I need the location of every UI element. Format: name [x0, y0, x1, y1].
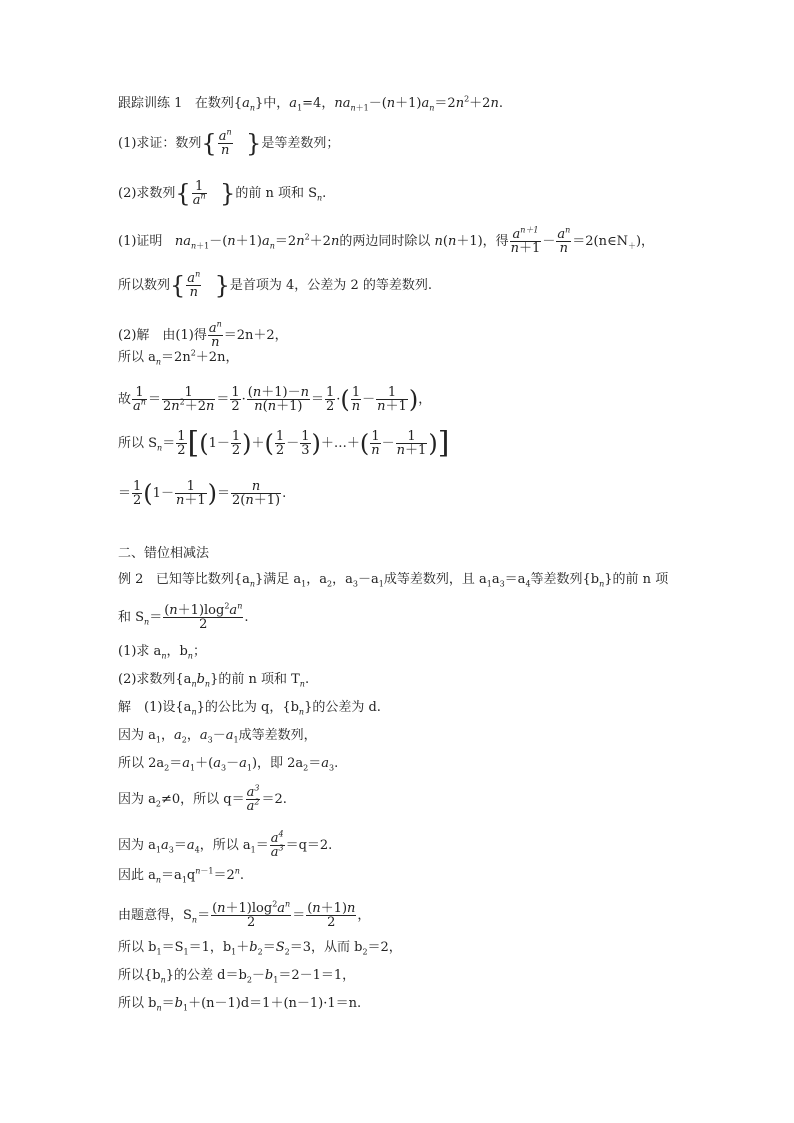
practice-proof-1: (1)证明 $na_{n+1}-(n+1)a_n=2n^2+2n$的两边同时除以 n(n＋1)，得 $\frac{a^{n+1}}{n+1}$ － $\frac{a^n}{n}$ $=2(n\in N_+)$， [118, 225, 655, 256]
practice-question-2: (2)求数列{ $\frac{1}{a^n}$ }的前 n 项和 $S_n$. [118, 179, 327, 208]
example-stem-2: 和 $S_n=$ $\frac{(n+1)\log^2a^n}{2}$ . [118, 601, 249, 632]
practice-stem: 跟踪训练 1 在数列$\{a_n\}$中，$a_1=4$，$na_{n+1}-(n+1)a_n=2n^2+2n$. [118, 94, 503, 113]
example-question-2: (2)求数列$\{a_nb_n\}$的前 n 项和 $T_n$. [118, 672, 310, 689]
practice-question-1: (1)求证：数列{ $\frac{a^n}{n}$ }是等差数列； [118, 127, 340, 158]
example-solution-7: 由题意得，$S_n=$ $\frac{(n+1)\log^2a^n}{2}$ ＝ $\frac{(n+1)n}{2}$ ， [118, 899, 371, 930]
example-solution-10: 所以 $b_n=b_1+(n-1)d=1+(n-1)\cdot 1=n$. [118, 996, 362, 1013]
practice-line-gu: 故 $\frac{1}{a^n}$ ＝ $\frac{1}{2n^2+2n}$ ＝ $\frac{1}{2}$ · $\frac{(n+1)-n}{n(n+1)}$ ＝ $\frac{1}{2}$ ·( $\frac{1}{n}$ － $\frac{1}{n+1}$ )， [118, 385, 432, 414]
example-solution-5: 因为 $a_1a_3=a_4$，所以 $a_1=$ $\frac{a^4}{a^3}$ ＝q＝2. [118, 829, 333, 860]
example-question-1: (1)求 $a_n$，$b_n$； [118, 644, 206, 661]
practice-line-result: ＝ $\frac{1}{2}$ (1－ $\frac{1}{n+1}$ )＝ $\frac{n}{2(n+1)}$ . [118, 479, 287, 508]
practice-solution-2: (2)解 由(1)得 $\frac{a^n}{n}$ ＝2n＋2， [118, 319, 288, 350]
practice-heading: 跟踪训练 1 [118, 96, 183, 111]
example-solution-3: 所以 $2a_2=a_1+(a_3-a_1)$，即 $2a_2=a_3$. [118, 756, 339, 773]
example-solution-8: 所以 $b_1=S_1=1$，$b_1+b_2=S_2=3$，从而 $b_2=2$， [118, 940, 402, 957]
practice-proof-conclusion: 所以数列{ $\frac{a^n}{n}$ }是首项为 4，公差为 2 的等差数列. [118, 269, 432, 300]
practice-line-sn: 所以 $S_n=$ $\frac{1}{2}$ [(1－ $\frac{1}{2}$ )＋( $\frac{1}{2}$ － $\frac{1}{3}$ )＋…＋( $\frac{1}{n}$ － $\frac{1}{n+1}$ )] [118, 425, 450, 461]
example-solution-1: 解 (1)设$\{a_n\}$的公比为 q，$\{b_n\}$的公差为 d. [118, 700, 381, 717]
example-solution-4: 因为 $a_2\ne 0$，所以 q＝ $\frac{a^3}{a^2}$ ＝2. [118, 783, 287, 814]
example-heading: 例 2 [118, 572, 144, 587]
section-title: 二、错位相减法 [118, 546, 210, 561]
example-solution-6: 因此 $a_n=a_1q^{n-1}=2^n$. [118, 866, 245, 885]
example-stem: 例 2 已知等比数列$\{a_n\}$满足 $a_1$，$a_2$，$a_3-a_1$成等差数列，且 $a_1a_3=a_4$等差数列$\{b_n\}$的前 n 项 [118, 572, 669, 589]
practice-line-an: 所以 $a_n=2n^2+2n$， [118, 348, 239, 367]
example-solution-2: 因为 $a_1$，$a_2$，$a_3-a_1$成等差数列， [118, 728, 317, 745]
example-solution-9: 所以$\{b_n\}$的公差 $d=b_2-b_1=2-1=1$， [118, 968, 356, 985]
